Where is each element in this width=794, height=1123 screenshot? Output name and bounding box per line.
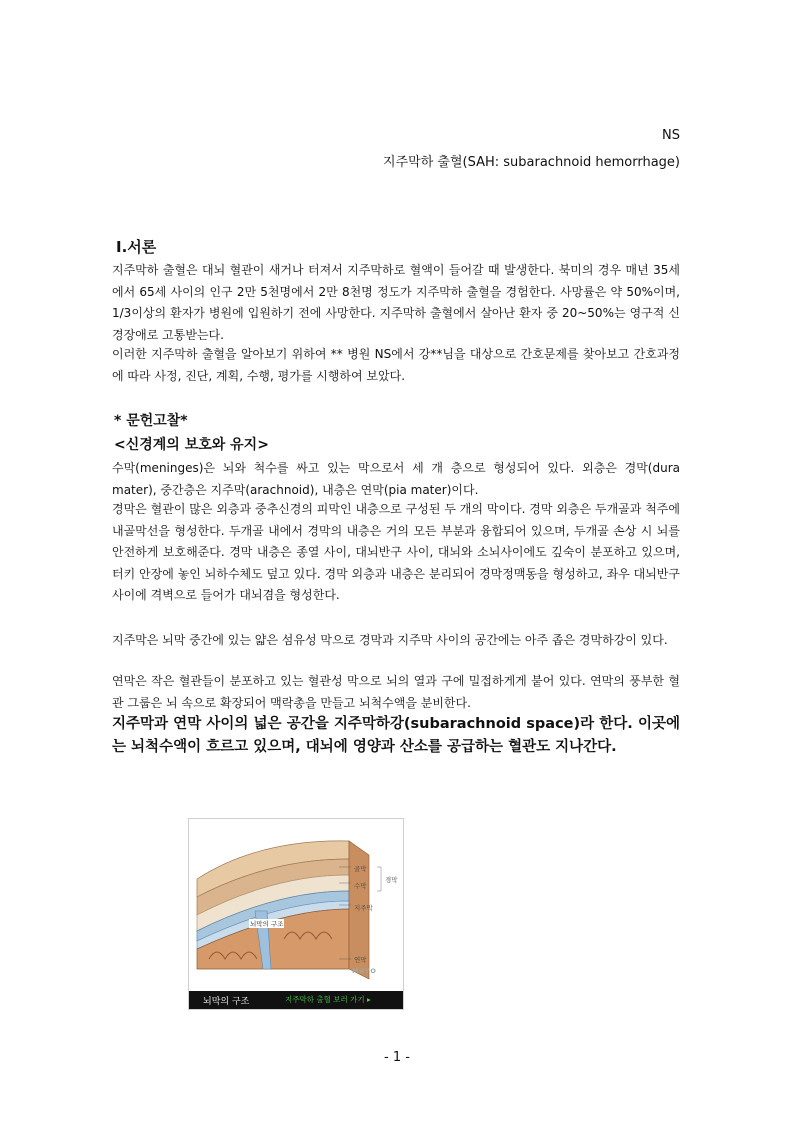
review-paragraph-dura: 경막은 혈관이 많은 외층과 중추신경의 피막인 내층으로 구성된 두 개의 막이다. 경막 외층은 두개골과 척주에 내골막선을 형성한다. 두개골 내에서 경막의 내층은 거의 모든 부분과 융합되어 있으며, 두개골 손상 시 뇌를 안전하게 보호해준다. 경막 내층은 종열 사이, 대뇌반구 사이, 대뇌와 소뇌사이에도 깊숙이 분포하고 있으며, 터키 안장에 놓인 뇌하수체도 덮고 있다. 경막 외층과 내층은 분리되어 경막정맥동을 형성하고, 좌우 대뇌반구 사이에 격벽으로 들어가 대뇌겸을 형성한다. bbox=[112, 502, 680, 602]
review-paragraph-meninges: 수막(meninges)은 뇌와 척수를 싸고 있는 막으로서 세 개 층으로 형성되어 있다. 외층은 경막(dura mater), 중간층은 지주막(arachnoid), 내층은 연막(pia mater)이다. bbox=[112, 461, 680, 497]
label-arachnoid: 지주막 bbox=[354, 904, 373, 912]
label-dura: 수막 bbox=[354, 882, 367, 890]
section-heading-intro: Ⅰ.서론 bbox=[116, 238, 157, 256]
section-heading-review: * 문헌고찰* bbox=[114, 413, 188, 429]
review-paragraph-arachnoid: 지주막은 뇌막 중간에 있는 얇은 섬유성 막으로 경막과 지주막 사이의 공간에는 아주 좁은 경막하강이 있다. bbox=[112, 633, 668, 647]
subheading-nervous-system: <신경계의 보호와 유지> bbox=[114, 437, 269, 453]
intro-paragraph-1: 지주막하 출혈은 대뇌 혈관이 새거나 터져서 지주막하로 혈액이 들어갈 때 발생한다. 북미의 경우 매년 35세에서 65세 사이의 인구 2만 5천명에서 2만 8천명 정도가 지주막하 출혈을 경험한다. 사망률은 약 50%이며, 1/3이상의 환자가 병원에 입원하기 전에 사망한다. 지주막하 출혈에서 살아난 환자 중 20~50%는 영구적 신경장애로 고통받는다. bbox=[112, 263, 680, 342]
label-group: 경막 bbox=[385, 876, 398, 884]
meninges-illustration bbox=[188, 818, 404, 1010]
figure-caption-link[interactable]: 지주막하 출혈 보러 가기 ▸ bbox=[285, 995, 371, 1004]
intro-paragraph-2: 이러한 지주막하 출혈을 알아보기 위하여 ** 병원 NS에서 강**님을 대상으로 간호문제를 찾아보고 간호과정에 따라 사정, 진단, 계획, 수행, 평가를 시행하여 보았다. bbox=[112, 347, 680, 383]
mayo-logo: MAYO bbox=[352, 967, 377, 975]
label-pia: 연막 bbox=[354, 956, 367, 964]
review-paragraph-pia: 연막은 작은 혈관들이 분포하고 있는 혈관성 막으로 뇌의 열과 구에 밀접하게게 붙어 있다. 연막의 풍부한 혈관 그룹은 뇌 속으로 확장되어 맥락총을 만들고 뇌척수액을 분비한다. bbox=[112, 674, 680, 710]
page-number: - 1 - bbox=[384, 1050, 410, 1065]
label-skull: 골막 bbox=[354, 865, 367, 873]
figure-caption-bar bbox=[189, 991, 403, 1009]
label-inner: 뇌막의 구조 bbox=[250, 920, 284, 928]
figure-caption: 뇌막의 구조 bbox=[203, 997, 250, 1007]
department-label: NS bbox=[662, 128, 680, 143]
document-title: 지주막하 출혈(SAH: subarachnoid hemorrhage) bbox=[383, 155, 680, 170]
review-paragraph-subarachnoid: 지주막과 연막 사이의 넓은 공간을 지주막하강(subarachnoid space)라 한다. 이곳에는 뇌척수액이 흐르고 있으며, 대뇌에 영양과 산소를 공급하는 혈관도 지나간다. bbox=[112, 716, 680, 755]
